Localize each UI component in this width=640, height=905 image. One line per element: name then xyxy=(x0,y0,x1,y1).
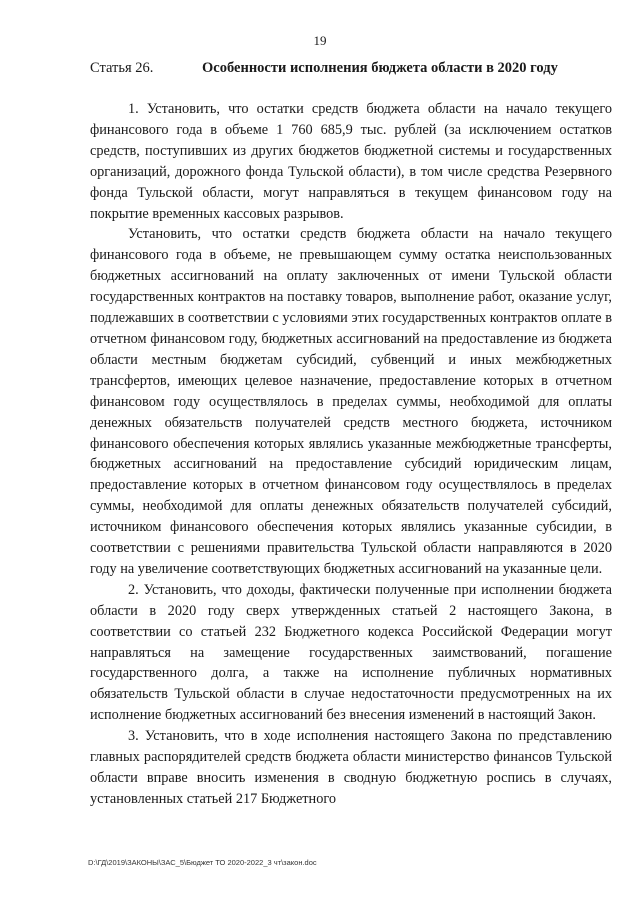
footer-file-path: D:\ГД\2019\ЗАКОНЫ\ЗАС_5\Бюджет ТО 2020-2022_3 чт\закон.doc xyxy=(88,858,317,867)
article-label: Статья 26. xyxy=(90,60,154,76)
paragraph-3: 2. Установить, что доходы, фактически полученные при исполнении бюджета области в 2020 году сверх утвержденных статьей 2 настоящего Закона, в соответствии со статьей 232 Бюджетного кодекса Российской Федерации могут направляться на замещение государственных заимствований, погашение государственного долга, а также на исполнение публичных нормативных обязательств Тульской области в случае недостаточности предусмотренных на их исполнение бюджетных ассигнований без внесения изменений в настоящий Закон. xyxy=(90,581,612,724)
paragraph-2: Установить, что остатки средств бюджета области на начало текущего финансового года в объеме, не превышающем сумму остатка неиспользованных бюджетных ассигнований на оплату заключенных от имени Тульской области государственных контрактов на поставку товаров, выполнение работ, оказание услуг, подлежавших в соответствии с условиями этих государственных контрактов оплате в отчетном финансовом году, бюджетных ассигнований на предоставление из бюджета области местным бюджетам субсидий, субвенций и иных межбюджетных трансфертов, имеющих целевое назначение, предоставление которых в отчетном финансовом году осуществлялось в пределах суммы, необходимой для оплаты денежных обязательств получателей средств местного бюджета, источником финансового обеспечения которых являлись указанные межбюджетные трансферты, бюджетных ассигнований на предоставление субсидий юридическим лицам, предоставление которых в отчетном финансовом году осуществлялось в пределах суммы, необходимой для оплаты денежных обязательств получателей субсидий, источником финансового обеспечения которых являлись указанные субсидии, в соответствии с решениями правительства Тульской области направляются в 2020 году на увеличение соответствующих бюджетных ассигнований на указанные цели. xyxy=(90,226,612,577)
article-heading xyxy=(90,58,610,78)
paragraph-4: 3. Установить, что в ходе исполнения настоящего Закона по представлению главных распорядителей средств бюджета области министерство финансов Тульской области вправе вносить изменения в сводную бюджетную роспись в случаях, установленных статьей 217 Бюджетного xyxy=(90,728,612,807)
page-number: 19 xyxy=(313,33,327,48)
document-body xyxy=(90,99,612,810)
paragraph-1: 1. Установить, что остатки средств бюджета области на начало текущего финансового года в объеме 1 760 685,9 тыс. рублей (за исключением остатков средств, поступивших из других бюджетов бюджетной системы и государственных организаций, дорожного фонда Тульской области), в том числе средства Резервного фонда Тульской области, могут направляться в текущем финансовом году на покрытие временных кассовых разрывов. xyxy=(90,101,612,222)
article-title: Особенности исполнения бюджета области в 2020 году xyxy=(202,60,558,76)
